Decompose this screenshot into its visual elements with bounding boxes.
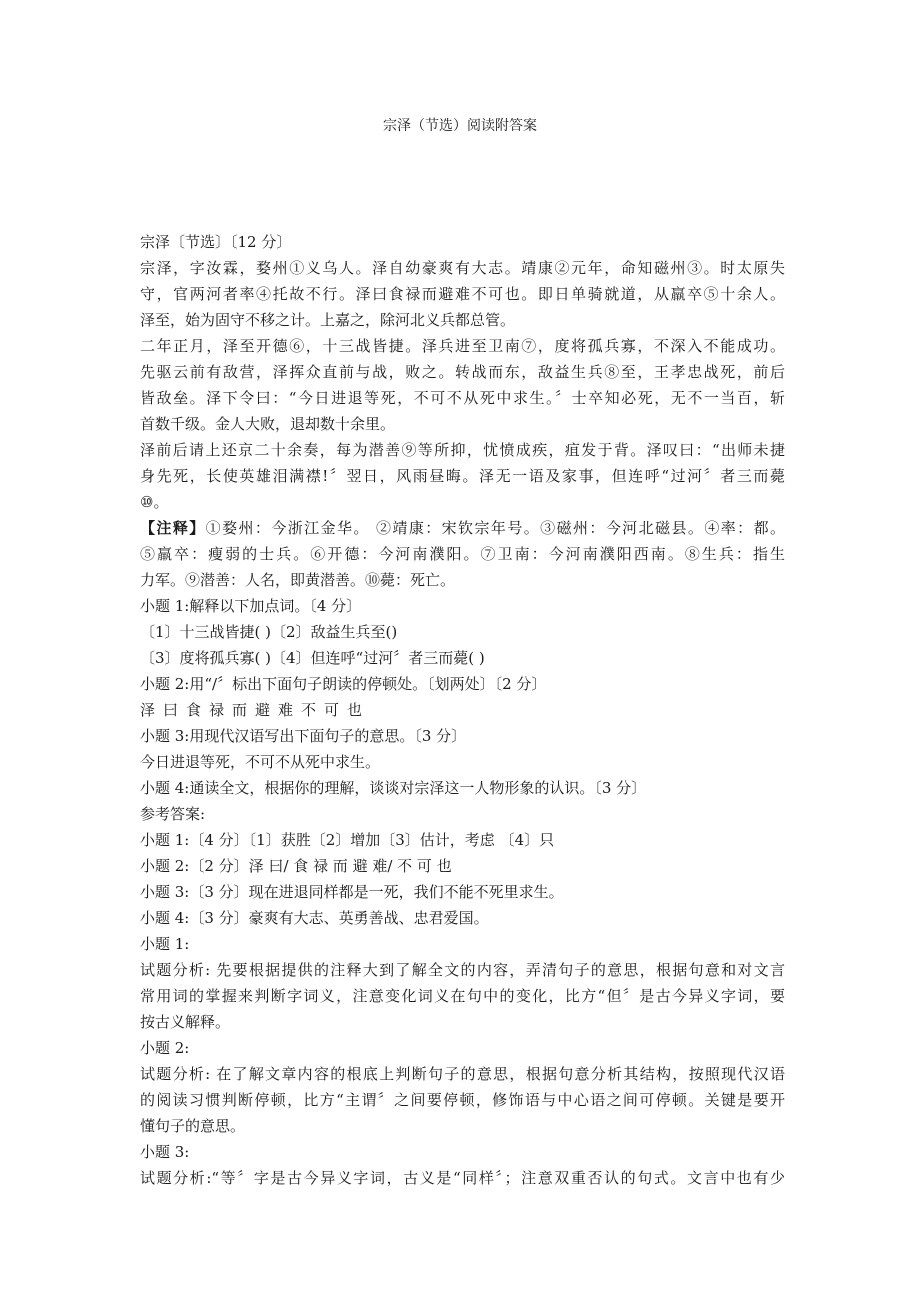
text-line: 二年正月，泽至开德⑥，十三战皆捷。泽兵进至卫南⑦，度将孤兵寡，不深入不能成功。 [140, 337, 785, 355]
text-line: 小题 4:〔3 分〕豪爽有大志、英勇善战、忠君爱国。 [140, 909, 489, 927]
text-line: ⑩。 [140, 493, 169, 511]
text-line: 〔3〕度将孤兵寡( )〔4〕但连呼“过河〞者三而薨( ) [140, 649, 485, 667]
text-line: 小题 3:〔3 分〕现在进退同样都是一死，我们不能不死里求生。 [140, 883, 564, 901]
annotation-heading: 【注释】 [140, 519, 206, 537]
text-line: 按古义解释。 [140, 1013, 231, 1031]
text-line: 懂句子的意思。 [140, 1117, 246, 1135]
text-line: 身先死，长使英雄泪满襟!〞翌日，风雨昼晦。泽无一语及家事，但连呼“过河〞者三而薨 [140, 467, 785, 485]
page-title: 宗泽（节选）阅读附答案 [383, 118, 537, 134]
text-line: 参考答案: [140, 805, 206, 823]
text-line: 首数千级。金人大败，退却数十余里。 [140, 415, 396, 433]
text-line: 小题 2: [140, 1039, 190, 1057]
text-line: 试题分析: 在了解文章内容的根底上判断句子的意思，根据句意分析其结构，按照现代汉语 [140, 1065, 785, 1083]
annotation-text: ①婺州：今浙江金华。 ②靖康：宋钦宗年号。③磁州：今河北磁县。④率：都。 [205, 519, 785, 537]
text-line: 泽曰食禄而避难不可也 [140, 701, 371, 719]
text-line: 小题 1:解释以下加点词。〔4 分〕 [140, 597, 362, 615]
text-line: 泽至，始为固守不移之计。上嘉之，除河北义兵都总管。 [140, 311, 516, 329]
text-line: 小题 4:通读全文，根据你的理解，谈谈对宗泽这一人物形象的认识。〔3 分〕 [140, 779, 647, 797]
text-line: 小题 3:用现代汉语写出下面句子的意思。〔3 分〕 [140, 727, 467, 745]
text-line: 小题 2:〔2 分〕泽 曰/ 食 禄 而 避 难/ 不 可 也 [140, 857, 452, 875]
text-line: 力军。⑨潜善：人名，即黄潜善。⑩薨：死亡。 [140, 571, 456, 589]
text-line: 的阅读习惯判断停顿，比方“主谓〞之间要停顿，修饰语与中心语之间可停顿。关键是要开 [140, 1091, 785, 1109]
text-line: 小题 3: [140, 1143, 190, 1161]
text-line: 小题 1:〔4 分〕〔1〕获胜〔2〕增加〔3〕估计，考虑 〔4〕只 [140, 831, 555, 849]
text-line: 小题 2:用“/〞标出下面句子朗读的停顿处。〔划两处〕〔2 分〕 [140, 675, 547, 693]
document-body [140, 229, 785, 1191]
text-line: 先驱云前有敌营，泽挥众直前与战，败之。转战而东，敌益生兵⑧至，王孝忠战死，前后 [140, 363, 785, 381]
text-line: 试题分析:“等〞字是古今异义字词，古义是“同样〞；注意双重否认的句式。文言中也有少 [140, 1169, 785, 1187]
text-line: 常用词的掌握来判断字词义，注意变化词义在句中的变化，比方“但〞是古今异义字词，要 [140, 987, 785, 1005]
text-line: 宗泽，字汝霖，婺州①义乌人。泽自幼豪爽有大志。靖康②元年，命知磁州③。时太原失 [140, 259, 785, 277]
text-line: 小题 1: [140, 935, 190, 953]
text-line: 今日进退等死，不可不从死中求生。 [140, 753, 381, 771]
text-line: 宗泽〔节选〕〔12 分〕 [140, 233, 292, 251]
text-line: 泽前后请上还京二十余奏，每为潜善⑨等所抑，忧愤成疾，疽发于背。泽叹曰：“出师未捷 [140, 441, 785, 459]
text-line: 〔1〕十三战皆捷( )〔2〕敌益生兵至() [140, 623, 398, 641]
text-line: 皆敌垒。泽下令曰：“今日进退等死，不可不从死中求生。〞士卒知必死，无不一当百，斩 [140, 389, 785, 407]
text-line: 试题分析: 先要根据提供的注释大到了解全文的内容，弄清句子的意思，根据句意和对文言 [140, 961, 785, 979]
text-line [140, 515, 785, 541]
text-line: 守，官两河者率④托故不行。泽曰食禄而避难不可也。即日单骑就道，从羸卒⑤十余人。 [140, 285, 785, 303]
text-line: ⑤羸卒：瘦弱的士兵。⑥开德：今河南濮阳。⑦卫南：今河南濮阳西南。⑧生兵：指生 [140, 545, 785, 563]
